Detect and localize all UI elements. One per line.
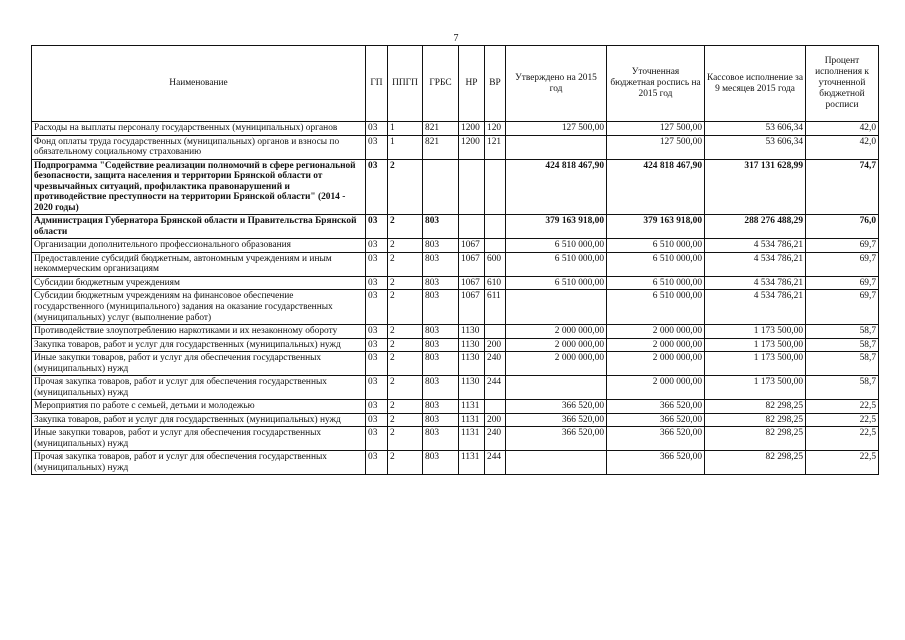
row-approved: 379 163 918,00 [506, 215, 607, 239]
header-approved: Утверждено на 2015 год [506, 46, 607, 122]
row-refined: 6 510 000,00 [607, 239, 705, 253]
row-cash: 53 606,34 [705, 122, 806, 136]
row-refined: 366 520,00 [607, 413, 705, 427]
header-cash: Кассовое исполнение за 9 месяцев 2015 года [705, 46, 806, 122]
row-name: Противодействие злоупотреблению наркотиками и их незаконному обороту [32, 325, 366, 339]
row-gp: 03 [366, 325, 388, 339]
row-pgp: 2 [388, 413, 423, 427]
row-vr: 200 [485, 338, 506, 352]
row-name: Субсидии бюджетным учреждениям [32, 276, 366, 290]
row-cash: 82 298,25 [705, 400, 806, 414]
table-row [32, 239, 879, 253]
row-name: Иные закупки товаров, работ и услуг для обеспечения государственных (муниципальных) нужд [32, 427, 366, 451]
row-gp: 03 [366, 376, 388, 400]
row-percent: 22,5 [806, 400, 879, 414]
table-row [32, 252, 879, 276]
header-gp: ГП [366, 46, 388, 122]
row-gp: 03 [366, 239, 388, 253]
row-refined: 2 000 000,00 [607, 338, 705, 352]
row-cash: 4 534 786,21 [705, 276, 806, 290]
row-gp: 03 [366, 215, 388, 239]
row-approved: 366 520,00 [506, 413, 607, 427]
table-row [32, 276, 879, 290]
row-refined: 366 520,00 [607, 427, 705, 451]
row-gp: 03 [366, 400, 388, 414]
page-number: 7 [453, 33, 459, 44]
header-np: НР [459, 46, 485, 122]
row-percent: 58,7 [806, 352, 879, 376]
row-refined: 424 818 467,90 [607, 159, 705, 215]
row-cash: 82 298,25 [705, 413, 806, 427]
row-approved [506, 135, 607, 159]
table-row [32, 352, 879, 376]
row-refined: 366 520,00 [607, 451, 705, 475]
row-vr: 611 [485, 290, 506, 325]
table-body [32, 122, 879, 475]
row-grbs: 803 [423, 400, 459, 414]
table-row [32, 159, 879, 215]
row-refined: 2 000 000,00 [607, 376, 705, 400]
row-grbs: 803 [423, 451, 459, 475]
table-row [32, 413, 879, 427]
row-pgp: 2 [388, 159, 423, 215]
table-row [32, 325, 879, 339]
table-row [32, 376, 879, 400]
row-name: Предоставление субсидий бюджетным, автономным учреждениям и иным некоммерческим организациям [32, 252, 366, 276]
row-pgp: 2 [388, 376, 423, 400]
row-cash: 1 173 500,00 [705, 376, 806, 400]
row-pgp: 2 [388, 451, 423, 475]
row-name: Расходы на выплаты персоналу государственных (муниципальных) органов [32, 122, 366, 136]
row-cash: 4 534 786,21 [705, 252, 806, 276]
table-row [32, 451, 879, 475]
row-grbs: 803 [423, 413, 459, 427]
row-gp: 03 [366, 252, 388, 276]
row-grbs: 803 [423, 276, 459, 290]
table-row [32, 290, 879, 325]
table-row [32, 338, 879, 352]
row-percent: 58,7 [806, 376, 879, 400]
row-percent: 74,7 [806, 159, 879, 215]
table-row [32, 122, 879, 136]
row-cash: 82 298,25 [705, 427, 806, 451]
row-name: Прочая закупка товаров, работ и услуг для обеспечения государственных (муниципальных) нужд [32, 451, 366, 475]
row-percent: 22,5 [806, 413, 879, 427]
row-percent: 42,0 [806, 135, 879, 159]
row-gp: 03 [366, 159, 388, 215]
row-gp: 03 [366, 122, 388, 136]
row-grbs: 803 [423, 338, 459, 352]
row-percent: 42,0 [806, 122, 879, 136]
row-np: 1130 [459, 325, 485, 339]
row-cash: 4 534 786,21 [705, 290, 806, 325]
row-pgp: 2 [388, 338, 423, 352]
row-gp: 03 [366, 290, 388, 325]
row-approved: 6 510 000,00 [506, 252, 607, 276]
header-vr: ВР [485, 46, 506, 122]
row-cash: 82 298,25 [705, 451, 806, 475]
row-approved [506, 290, 607, 325]
row-refined: 2 000 000,00 [607, 352, 705, 376]
row-approved: 2 000 000,00 [506, 325, 607, 339]
row-vr [485, 400, 506, 414]
header-percent: Процент исполнения к уточненной бюджетной росписи [806, 46, 879, 122]
row-cash: 1 173 500,00 [705, 338, 806, 352]
row-np: 1131 [459, 413, 485, 427]
row-percent: 22,5 [806, 451, 879, 475]
row-refined: 127 500,00 [607, 135, 705, 159]
row-vr [485, 215, 506, 239]
row-gp: 03 [366, 352, 388, 376]
row-np: 1130 [459, 352, 485, 376]
row-name: Субсидии бюджетным учреждениям на финансовое обеспечение государственного (муниципального) задания на оказание государственных (муниципальных) услуг (выполнение работ) [32, 290, 366, 325]
header-pgp: ППГП [388, 46, 423, 122]
row-approved [506, 376, 607, 400]
row-vr [485, 325, 506, 339]
row-grbs: 803 [423, 215, 459, 239]
row-pgp: 2 [388, 427, 423, 451]
row-approved: 2 000 000,00 [506, 352, 607, 376]
row-name: Администрация Губернатора Брянской области и Правительства Брянской области [32, 215, 366, 239]
row-pgp: 2 [388, 215, 423, 239]
row-approved: 366 520,00 [506, 427, 607, 451]
row-approved [506, 451, 607, 475]
row-name: Организации дополнительного профессионального образования [32, 239, 366, 253]
row-np [459, 159, 485, 215]
row-gp: 03 [366, 451, 388, 475]
row-vr: 610 [485, 276, 506, 290]
row-refined: 127 500,00 [607, 122, 705, 136]
row-cash: 4 534 786,21 [705, 239, 806, 253]
row-name: Закупка товаров, работ и услуг для государственных (муниципальных) нужд [32, 338, 366, 352]
table-header [32, 46, 879, 122]
row-percent: 69,7 [806, 239, 879, 253]
header-refined: Уточненная бюджетная роспись на 2015 год [607, 46, 705, 122]
row-gp: 03 [366, 276, 388, 290]
header-grbs: ГРБС [423, 46, 459, 122]
row-cash: 288 276 488,29 [705, 215, 806, 239]
row-cash: 1 173 500,00 [705, 352, 806, 376]
row-grbs: 803 [423, 376, 459, 400]
row-np: 1131 [459, 451, 485, 475]
row-vr [485, 239, 506, 253]
row-cash: 1 173 500,00 [705, 325, 806, 339]
row-percent: 69,7 [806, 290, 879, 325]
row-refined: 6 510 000,00 [607, 276, 705, 290]
row-vr: 200 [485, 413, 506, 427]
row-np: 1067 [459, 252, 485, 276]
row-grbs: 821 [423, 135, 459, 159]
row-np: 1067 [459, 239, 485, 253]
row-grbs: 803 [423, 427, 459, 451]
row-pgp: 2 [388, 352, 423, 376]
row-name: Прочая закупка товаров, работ и услуг для обеспечения государственных (муниципальных) нужд [32, 376, 366, 400]
table-row [32, 135, 879, 159]
row-pgp: 2 [388, 325, 423, 339]
row-grbs: 803 [423, 290, 459, 325]
row-pgp: 2 [388, 239, 423, 253]
row-np: 1130 [459, 338, 485, 352]
row-np: 1067 [459, 276, 485, 290]
row-name: Подпрограмма "Содействие реализации полномочий в сфере региональной безопасности, защита населения и территории Брянской области от чрезвычайных ситуаций, профилактика правонарушений и противодействие преступности на территории Брянской области" (2014 - 2020 годы) [32, 159, 366, 215]
row-percent: 69,7 [806, 276, 879, 290]
row-refined: 379 163 918,00 [607, 215, 705, 239]
table-row [32, 427, 879, 451]
row-vr: 600 [485, 252, 506, 276]
row-gp: 03 [366, 338, 388, 352]
row-refined: 6 510 000,00 [607, 252, 705, 276]
row-refined: 6 510 000,00 [607, 290, 705, 325]
row-grbs: 803 [423, 352, 459, 376]
row-cash: 53 606,34 [705, 135, 806, 159]
budget-table [31, 45, 879, 475]
table-row [32, 215, 879, 239]
row-percent: 76,0 [806, 215, 879, 239]
row-approved: 6 510 000,00 [506, 239, 607, 253]
row-gp: 03 [366, 413, 388, 427]
row-approved: 6 510 000,00 [506, 276, 607, 290]
row-vr: 120 [485, 122, 506, 136]
row-name: Закупка товаров, работ и услуг для государственных (муниципальных) нужд [32, 413, 366, 427]
row-percent: 58,7 [806, 325, 879, 339]
row-vr: 244 [485, 451, 506, 475]
row-name: Мероприятия по работе с семьей, детьми и молодежью [32, 400, 366, 414]
row-approved: 366 520,00 [506, 400, 607, 414]
row-np: 1067 [459, 290, 485, 325]
row-vr: 240 [485, 352, 506, 376]
row-np: 1200 [459, 122, 485, 136]
row-vr: 240 [485, 427, 506, 451]
row-grbs [423, 159, 459, 215]
row-pgp: 1 [388, 122, 423, 136]
row-grbs: 803 [423, 325, 459, 339]
row-np: 1131 [459, 400, 485, 414]
row-np [459, 215, 485, 239]
row-vr: 244 [485, 376, 506, 400]
row-pgp: 2 [388, 400, 423, 414]
row-percent: 22,5 [806, 427, 879, 451]
row-approved: 2 000 000,00 [506, 338, 607, 352]
row-pgp: 2 [388, 252, 423, 276]
row-approved: 424 818 467,90 [506, 159, 607, 215]
row-np: 1200 [459, 135, 485, 159]
row-np: 1131 [459, 427, 485, 451]
table-row [32, 400, 879, 414]
row-name: Фонд оплаты труда государственных (муниципальных) органов и взносы по обязательному социальному страхованию [32, 135, 366, 159]
row-refined: 2 000 000,00 [607, 325, 705, 339]
row-percent: 58,7 [806, 338, 879, 352]
row-pgp: 1 [388, 135, 423, 159]
row-cash: 317 131 628,99 [705, 159, 806, 215]
row-gp: 03 [366, 135, 388, 159]
row-vr [485, 159, 506, 215]
row-percent: 69,7 [806, 252, 879, 276]
row-refined: 366 520,00 [607, 400, 705, 414]
row-gp: 03 [366, 427, 388, 451]
row-pgp: 2 [388, 290, 423, 325]
header-name: Наименование [32, 46, 366, 122]
row-grbs: 803 [423, 252, 459, 276]
row-approved: 127 500,00 [506, 122, 607, 136]
row-np: 1130 [459, 376, 485, 400]
row-grbs: 821 [423, 122, 459, 136]
row-pgp: 2 [388, 276, 423, 290]
row-vr: 121 [485, 135, 506, 159]
row-grbs: 803 [423, 239, 459, 253]
row-name: Иные закупки товаров, работ и услуг для обеспечения государственных (муниципальных) нужд [32, 352, 366, 376]
